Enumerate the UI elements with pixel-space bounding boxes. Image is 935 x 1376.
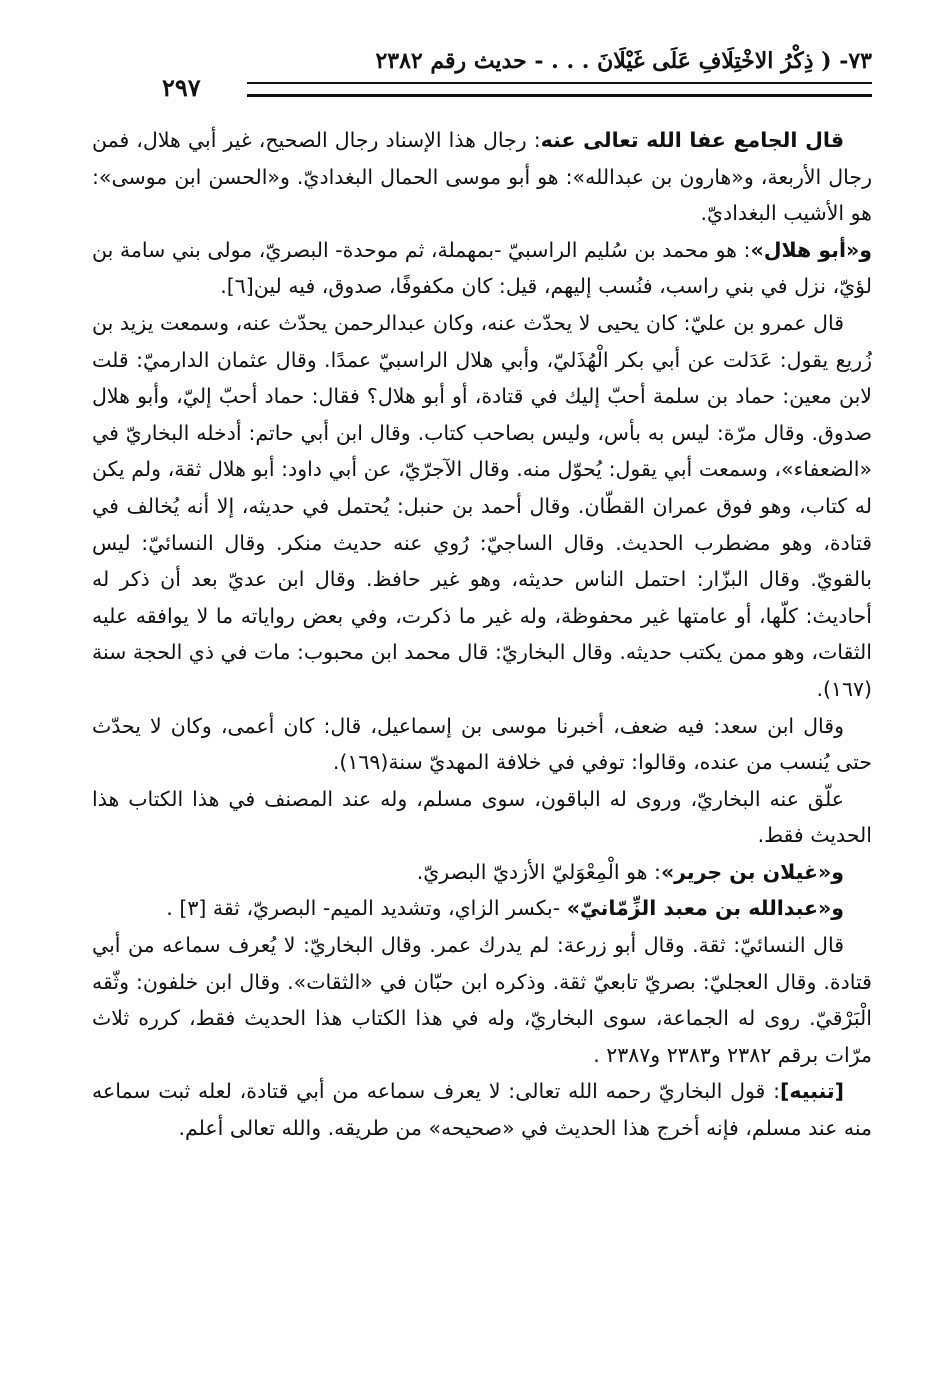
paragraph-lead: و«أبو هلال» [750,237,872,262]
paragraph-text: -بكسر الزاي، وتشديد الميم- البصريّ، ثقة [٣] . [166,896,567,921]
paragraph-lead: قال الجامع عفا الله تعالى عنه [540,128,844,152]
paragraph-lead: و«غيلان بن جرير» [660,859,844,884]
paragraph [92,854,872,891]
paragraph-text: : رجال هذا الإسناد رجال الصحيح، غير أبي هلال، فمن رجال الأربعة، و«هارون بن عبدالله»: هو أبو موسى الحمال البغداديّ. و«الحسن ابن موسى»: هو الأشيب البغداديّ. [92,128,872,226]
paragraph [92,927,872,1073]
paragraph [92,781,872,854]
page-header [92,48,872,102]
paragraph [92,708,872,781]
body-text [92,122,872,1147]
book-page [92,48,872,1147]
paragraph-text: وقال ابن سعد: فيه ضعف، أخبرنا موسى بن إسماعيل، قال: كان أعمى، وكان لا يحدّث حتى يُنسب من عنده، وقالوا: توفي في خلافة المهديّ سنة(١٦٩). [92,713,872,775]
paragraph-lead: [تنبيه] [780,1079,844,1104]
paragraph-text: : قول البخاريّ رحمه الله تعالى: لا يعرف سماعه من أبي قتادة، لعله ثبت سماعه منه عند مسلم، فإنه أخرج هذا الحديث في «صحيحه» من طريقه. والله تعالى أعلم. [92,1079,872,1141]
paragraph-lead: و«عبدالله بن معبد الزِّمّانيّ» [566,896,844,921]
paragraph-text: : هو محمد بن سُليم الراسبيّ -بمهملة، ثم موحدة- البصريّ، مولى بني سامة بن لؤيّ، نزل في بني راسب، فنُسب إليهم، قيل: كان مكفوفًا، صدوق، فيه لين[٦]. [92,237,872,299]
paragraph [92,122,872,232]
header-rule-bottom [247,94,872,97]
header-title: ٧٣- ( ذِكْرُ الاخْتِلَافِ عَلَى غَيْلَانَ . . . - حديث رقم ٢٣٨٢ [375,48,872,74]
paragraph-text: : هو الْمِعْوَليّ الأزديّ البصريّ. [416,859,661,884]
paragraph [92,232,872,305]
paragraph [92,890,872,927]
paragraph [92,305,872,708]
paragraph-text: قال عمرو بن عليّ: كان يحيى لا يحدّث عنه، وكان عبدالرحمن يحدّث عنه، وسمعت يزيد بن زُريع يقول: عَدَلت عن أبي بكر الْهُذَليّ، وأبي هلال الراسبيّ عمدًا. وقال عثمان الدارميّ: قلت لابن معين: حماد بن سلمة أحبّ إليك في قتادة، أو أبو هلال؟ فقال: حماد أحبّ إليّ، وأبو هلال صدوق. وقال مرّة: ليس به بأس، وليس بصاحب كتاب. وقال ابن أبي حاتم: أدخله البخاريّ في «الضعفاء»، وسمعت أبي يقول: يُحوّل منه. وقال الآجرّيّ، عن أبي داود: أبو هلال ثقة، ولم يكن له كتاب، وهو فوق عمران القطّان. وقال أحمد بن حنبل: يُحتمل في حديثه، إلا أنه يُخالف في قتادة، وهو مضطرب الحديث. وقال الساجيّ: رُوي عنه حديث منكر. وقال النسائيّ: ليس بالقويّ. وقال البزّار: احتمل الناس حديثه، وهو غير حافظ. وقال ابن عديّ بعد أن ذكر له أحاديث: كلّها، أو عامتها غير محفوظة، وله غير ما ذكرت، وفي بعض رواياته ما لا يوافقه عليه الثقات، وهو ممن يكتب حديثه. وقال البخاريّ: قال محمد ابن محبوب: مات في ذي الحجة سنة (١٦٧). [92,310,872,701]
page-number: ٢٩٧ [162,73,201,102]
paragraph [92,1073,872,1146]
header-rule-top [247,82,872,84]
paragraph-text: قال النسائيّ: ثقة. وقال أبو زرعة: لم يدرك عمر. وقال البخاريّ: لا يُعرف سماعه من أبي قتادة. وقال العجليّ: بصريّ تابعيّ ثقة. وذكره ابن حبّان في «الثقات». وقال ابن خلفون: وثّقه الْبَرْقيّ. روى له الجماعة، سوى البخاريّ، وله في هذا الكتاب هذا الحديث فقط، كرره ثلاث مرّات برقم ٢٣٨٢ و٢٣٨٣ و٢٣٨٧ . [92,933,872,1067]
paragraph-text: علّق عنه البخاريّ، وروى له الباقون، سوى مسلم، وله عند المصنف في هذا الكتاب هذا الحديث فقط. [92,786,872,848]
